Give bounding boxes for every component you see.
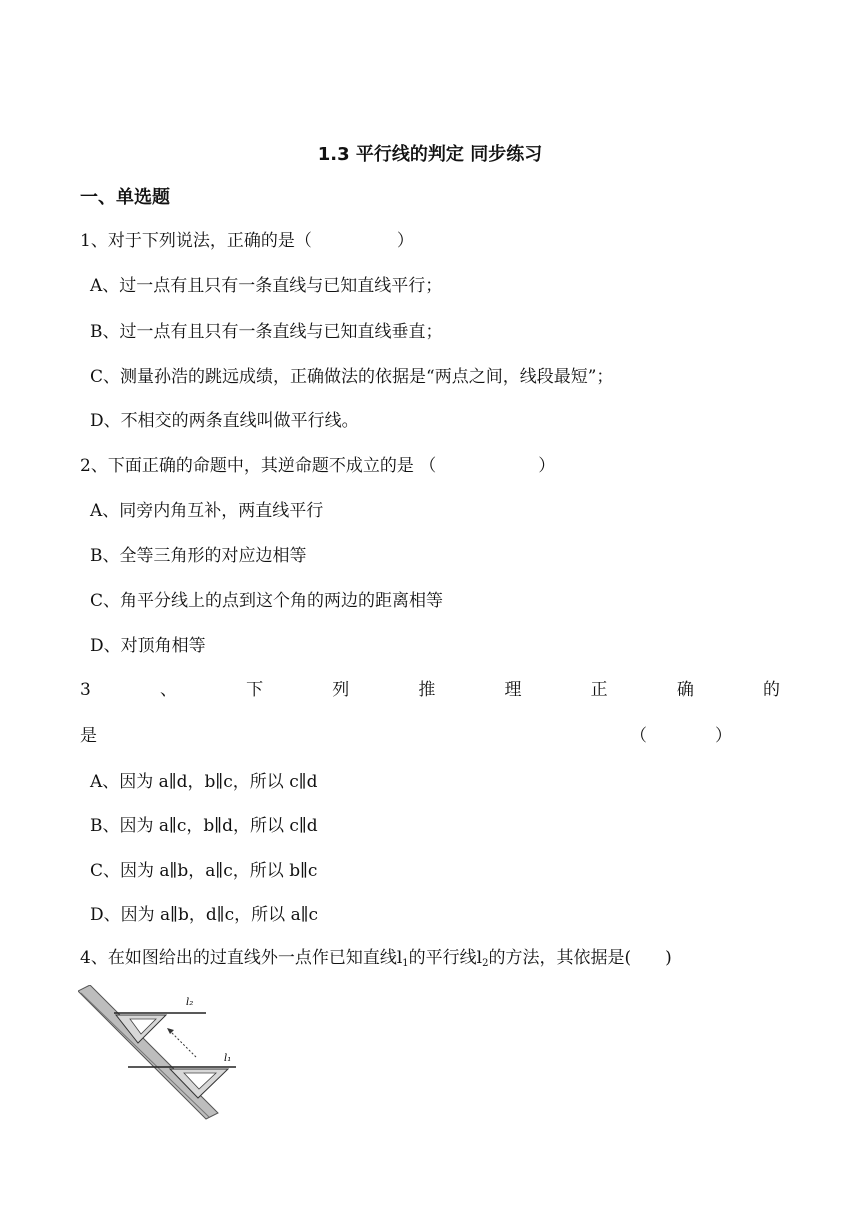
slide-arrow-head [167, 1028, 174, 1034]
label-l2: l₂ [186, 997, 194, 1008]
page-title: 1.3 平行线的判定 同步练习 [317, 144, 543, 165]
question-1-option-a: A、过一点有且只有一条直线与已知直线平行； [90, 276, 443, 296]
l1-symbol: l [396, 948, 403, 968]
q3-token: 确 [676, 680, 694, 700]
parallel-construction-figure [78, 985, 248, 1120]
l1-subscript: 1 [402, 958, 409, 969]
question-3-stem-end: 是 [80, 726, 97, 746]
q3-token: 的 [762, 680, 780, 700]
question-3-answer-paren: （ ） [630, 726, 732, 746]
question-1-option-c: C、测量孙浩的跳远成绩，正确做法的依据是“两点之间，线段最短”； [90, 367, 614, 387]
question-1-option-d: D、不相交的两条直线叫做平行线。 [90, 411, 359, 431]
question-3-option-c: C、因为 a∥b，a∥c，所以 b∥c [90, 861, 318, 881]
q4-text-3: 的方法，其依据是( ) [488, 948, 672, 968]
q3-token: 正 [590, 680, 608, 700]
q3-token: 推 [418, 680, 436, 700]
ruler-shape [78, 985, 218, 1119]
question-2-option-b: B、全等三角形的对应边相等 [90, 546, 307, 566]
question-3-stem [80, 678, 780, 702]
q3-token: 下 [246, 680, 264, 700]
l2-subscript: 2 [482, 958, 489, 969]
question-3-option-b: B、因为 a∥c，b∥d，所以 c∥d [90, 816, 318, 836]
question-3-option-a: A、因为 a∥d，b∥c，所以 c∥d [90, 772, 318, 792]
l2-symbol: l [476, 948, 483, 968]
question-2-option-c: C、角平分线上的点到这个角的两边的距离相等 [90, 591, 444, 611]
question-2-option-d: D、对顶角相等 [90, 636, 206, 656]
ruler-edge [81, 993, 209, 1117]
question-2-stem: 2、下面正确的命题中，其逆命题不成立的是 （ ） [80, 456, 556, 476]
question-1-option-b: B、过一点有且只有一条直线与已知直线垂直； [90, 322, 443, 342]
q3-token: 理 [504, 680, 522, 700]
question-1-stem: 1、对于下列说法，正确的是（ ） [80, 231, 414, 251]
q4-text-2: 的平行线 [408, 948, 477, 968]
question-4-stem [80, 946, 780, 976]
q3-token: 3 [80, 680, 91, 700]
q3-token: 、 [159, 680, 177, 700]
slide-arrow-line [170, 1031, 196, 1057]
label-l1: l₁ [224, 1053, 232, 1064]
section-heading: 一、单选题 [80, 187, 170, 208]
question-3-option-d: D、因为 a∥b，d∥c，所以 a∥c [90, 905, 319, 925]
q3-token: 列 [332, 680, 350, 700]
question-2-option-a: A、同旁内角互补，两直线平行 [90, 501, 324, 521]
q4-text-1: 4、在如图给出的过直线外一点作已知直线 [80, 948, 397, 968]
